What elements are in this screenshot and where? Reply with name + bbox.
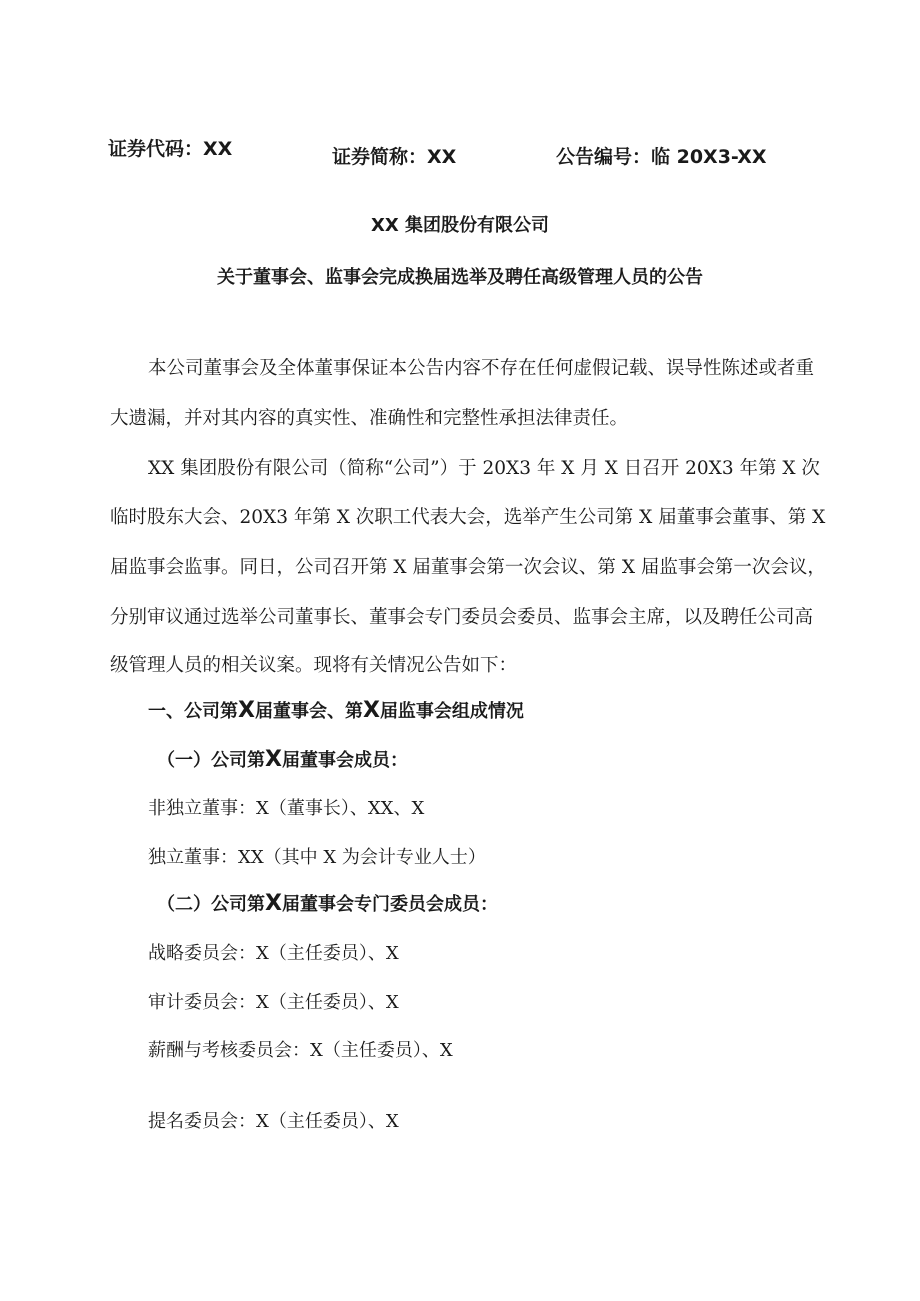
statement-line: 大遗漏，并对其内容的真实性、准确性和完整性承担法律责任。 [110, 408, 629, 429]
section-heading-text: 届董事会、第 [254, 701, 363, 722]
company-name: XX 集团股份有限公司 [370, 215, 550, 236]
subsection-heading-x: X [265, 891, 282, 916]
section-heading-x: X [362, 698, 380, 723]
independent-directors: 独立董事：XX（其中 X 为会计专业人士） [148, 847, 486, 868]
subsection-heading-text: （二）公司第 [157, 894, 265, 915]
subsection-heading-text: 届董事会成员： [281, 750, 408, 771]
intro-line: 分别审议通过选举公司董事长、董事会专门委员会委员、监事会主席，以及聘任公司高 [110, 607, 814, 628]
intro-line: 级管理人员的相关议案。现将有关情况公告如下： [110, 655, 518, 676]
nomination-committee: 提名委员会：X（主任委员）、X [148, 1111, 399, 1132]
remuneration-committee: 薪酬与考核委员会：X（主任委员）、X [148, 1040, 453, 1061]
intro-line: 临时股东大会、20X3 年第 X 次职工代表大会，选举产生公司第 X 届董事会董事、第 X [110, 507, 826, 528]
announcement-subject: 关于董事会、监事会完成换届选举及聘任高级管理人员的公告 [217, 267, 703, 288]
statement-line: 本公司董事会及全体董事保证本公告内容不存在任何虚假记载、误导性陈述或者重 [148, 358, 815, 379]
non-independent-directors: 非独立董事：X（董事长）、XX、X [148, 798, 425, 819]
stock-abbreviation: 证券简称：XX [332, 146, 457, 168]
subsection-heading [157, 890, 498, 916]
subsection-heading-x: X [265, 747, 282, 772]
subsection-heading [157, 746, 408, 772]
strategy-committee: 战略委员会：X（主任委员）、X [148, 943, 399, 964]
section-heading-x: X [238, 698, 255, 723]
intro-line: 届监事会监事。同日，公司召开第 X 届董事会第一次会议、第 X 届监事会第一次会议， [110, 557, 826, 578]
section-heading-text: 届监事会组成情况 [379, 701, 524, 722]
intro-line: XX 集团股份有限公司（简称“公司”）于 20X3 年 X 月 X 日召开 20X3 年第 X 次 [148, 458, 820, 479]
subsection-heading-text: （一）公司第 [157, 750, 265, 771]
subsection-heading-text: 届董事会专门委员会成员： [281, 894, 498, 915]
stock-code: 证券代码：XX [108, 138, 233, 160]
section-heading-text: 一、公司第 [148, 701, 238, 722]
audit-committee: 审计委员会：X（主任委员）、X [148, 992, 399, 1013]
section-heading [148, 697, 524, 723]
announcement-number: 公告编号：临 20X3-XX [556, 146, 767, 168]
